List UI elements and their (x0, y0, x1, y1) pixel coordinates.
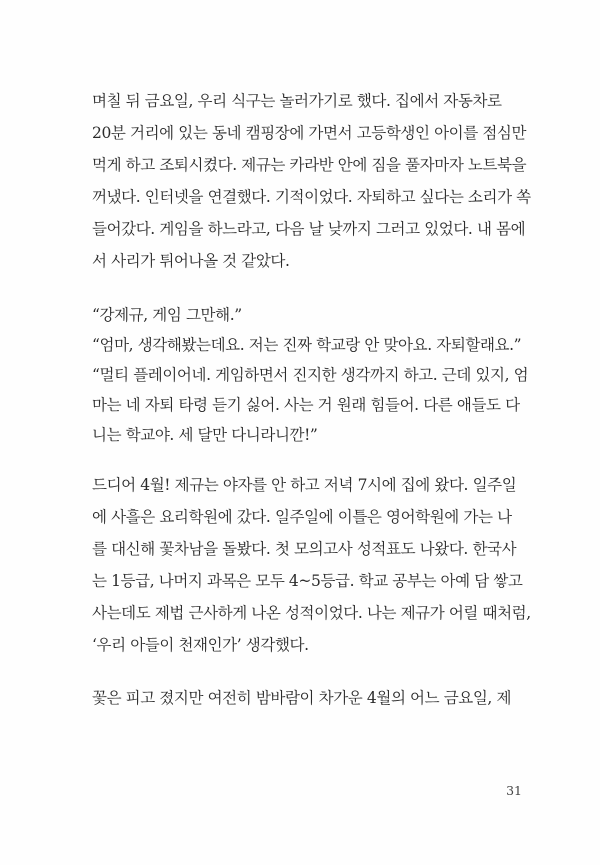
text-line: 에 사흘은 요리학원에 갔다. 일주일에 이틀은 영어학원에 가는 나 (92, 508, 512, 526)
text-line: ‘우리 아들이 천재인가’ 생각했다. (92, 636, 309, 654)
page-number: 31 (506, 783, 522, 798)
text-line: 사는데도 제법 근사하게 나온 성적이었다. 나는 제규가 어릴 때처럼, (92, 604, 531, 622)
dialogue-line: 마는 네 자퇴 타령 듣기 싫어. 사는 거 원래 힘들어. 다른 애들도 다 (92, 396, 520, 414)
text-line: 꽃은 피고 졌지만 여전히 밤바람이 차가운 4월의 어느 금요일, 제 (92, 689, 512, 707)
text-line: 들어갔다. 게임을 하느라고, 다음 날 낮까지 그러고 있었다. 내 몸에 (92, 220, 526, 238)
dialogue-line: “멀티 플레이어네. 게임하면서 진지한 생각까지 하고. 근데 있지, 엄 (92, 366, 529, 384)
dialogue-line: “강제규, 게임 그만해.” (92, 306, 242, 324)
text-line: 를 대신해 꽃차남을 돌봤다. 첫 모의고사 성적표도 나왔다. 한국사 (92, 540, 517, 558)
dialogue-line: “엄마, 생각해봤는데요. 저는 진짜 학교랑 안 맞아요. 자퇴할래요.” (92, 336, 522, 354)
text-line: 며칠 뒤 금요일, 우리 식구는 놀러가기로 했다. 집에서 자동차로 (92, 92, 502, 110)
text-line: 20분 거리에 있는 동네 캠핑장에 가면서 고등학생인 아이를 점심만 (92, 124, 527, 142)
text-line: 는 1등급, 나머지 과목은 모두 4~5등급. 학교 공부는 아예 담 쌓고 (92, 572, 523, 590)
text-line: 꺼냈다. 인터넷을 연결했다. 기적이었다. 자퇴하고 싶다는 소리가 쏙 (92, 188, 531, 206)
dialogue-line: 니는 학교야. 세 달만 다니라니깐!” (92, 426, 318, 444)
text-line: 먹게 하고 조퇴시켰다. 제규는 카라반 안에 짐을 풀자마자 노트북을 (92, 156, 527, 174)
text-line: 서 사리가 튀어나올 것 같았다. (92, 252, 290, 270)
text-line: 드디어 4월! 제규는 야자를 안 하고 저녁 7시에 집에 왔다. 일주일 (92, 476, 517, 494)
